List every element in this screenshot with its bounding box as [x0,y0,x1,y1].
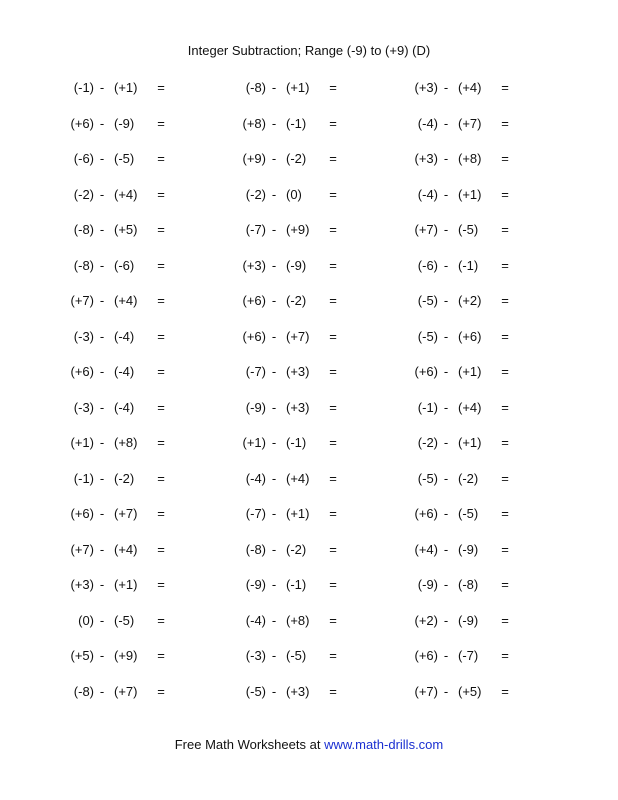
minus-sign: - [99,222,105,237]
equals-sign: = [329,257,337,273]
minuend: (+7) [414,222,438,237]
problem-c1-r13 [58,506,178,522]
problem-c1-r18 [58,684,178,700]
minus-sign: - [99,151,105,166]
equals-sign: = [329,364,337,379]
minuend: (-7) [245,222,266,237]
subtrahend: (+1) [458,435,482,450]
minus-sign: - [443,257,449,273]
problem-c3-r14 [402,542,522,558]
subtrahend: (+5) [114,222,138,237]
equals-sign: = [329,577,337,592]
minus-sign: - [99,293,105,308]
minus-sign: - [99,186,105,202]
problem-c2-r17 [230,648,350,664]
equals-sign: = [329,328,337,344]
footer-link[interactable]: www.math-drills.com [324,737,444,752]
equals-sign: = [329,151,337,166]
worksheet-title: Integer Subtraction; Range (-9) to (+9) (D) [187,43,431,58]
problem-c1-r4 [58,187,178,203]
equals-sign: = [329,293,337,308]
problem-c2-r5 [230,222,350,238]
minus-sign: - [443,115,449,131]
minuend: (+8) [242,115,266,131]
minus-sign: - [271,648,277,663]
minuend: (+1) [70,435,94,450]
subtrahend: (-8) [458,577,479,592]
equals-sign: = [157,222,165,237]
minus-sign: - [443,683,449,699]
equals-sign: = [501,683,509,699]
problem-c2-r13 [230,506,350,522]
subtrahend: (-6) [114,257,135,273]
minus-sign: - [99,257,105,273]
minuend: (+1) [242,435,266,450]
subtrahend: (-2) [286,541,307,557]
problem-c2-r9 [230,364,350,380]
minus-sign: - [271,328,277,344]
subtrahend: (+7) [114,506,138,521]
subtrahend: (-4) [114,364,135,379]
minus-sign: - [443,364,449,379]
equals-sign: = [501,293,509,308]
equals-sign: = [157,506,165,521]
minuend: (+6) [70,115,94,131]
minus-sign: - [99,364,105,379]
minus-sign: - [443,612,449,628]
minus-sign: - [99,399,105,415]
minuend: (+7) [70,541,94,557]
minuend: (-8) [73,257,94,273]
problem-c3-r18 [402,684,522,700]
minus-sign: - [99,541,105,557]
minuend: (+6) [242,328,266,344]
subtrahend: (-2) [114,470,135,486]
equals-sign: = [329,115,337,131]
problem-c2-r3 [230,151,350,167]
equals-sign: = [329,399,337,415]
minuend: (+3) [70,577,94,592]
minus-sign: - [271,399,277,415]
equals-sign: = [157,541,165,557]
minus-sign: - [443,470,449,486]
subtrahend: (+8) [458,151,482,166]
minus-sign: - [443,186,449,202]
minus-sign: - [99,80,105,95]
minus-sign: - [99,328,105,344]
subtrahend: (-4) [114,399,135,415]
subtrahend: (-9) [114,115,135,131]
subtrahend: (+1) [286,80,310,95]
minus-sign: - [271,80,277,95]
minus-sign: - [99,648,105,663]
subtrahend: (-1) [286,577,307,592]
equals-sign: = [501,541,509,557]
equals-sign: = [329,506,337,521]
equals-sign: = [501,222,509,237]
problem-c2-r12 [230,471,350,487]
minuend: (+5) [70,648,94,663]
equals-sign: = [329,435,337,450]
subtrahend: (-5) [114,151,135,166]
minus-sign: - [443,541,449,557]
subtrahend: (+3) [286,683,310,699]
minuend: (+9) [242,151,266,166]
problem-c1-r10 [58,400,178,416]
minuend: (-9) [417,577,438,592]
equals-sign: = [157,648,165,663]
problem-c1-r2 [58,116,178,132]
subtrahend: (+4) [114,186,138,202]
subtrahend: (-1) [458,257,479,273]
problem-c3-r8 [402,329,522,345]
problem-c2-r7 [230,293,350,309]
problem-c2-r18 [230,684,350,700]
minuend: (-9) [245,399,266,415]
equals-sign: = [329,648,337,663]
problem-c3-r4 [402,187,522,203]
minus-sign: - [443,80,449,95]
footer [0,737,618,752]
subtrahend: (+7) [458,115,482,131]
minuend: (0) [78,612,94,628]
minuend: (+7) [414,683,438,699]
minuend: (-5) [245,683,266,699]
equals-sign: = [329,683,337,699]
minuend: (+6) [414,648,438,663]
minuend: (-8) [245,541,266,557]
minus-sign: - [271,541,277,557]
problem-c1-r15 [58,577,178,593]
minus-sign: - [99,577,105,592]
subtrahend: (+2) [458,293,482,308]
equals-sign: = [157,328,165,344]
problem-c3-r16 [402,613,522,629]
subtrahend: (-5) [458,506,479,521]
problem-c3-r6 [402,258,522,274]
minus-sign: - [271,612,277,628]
subtrahend: (+4) [458,399,482,415]
minuend: (+3) [414,80,438,95]
equals-sign: = [329,186,337,202]
minus-sign: - [271,364,277,379]
minus-sign: - [443,151,449,166]
problem-c3-r15 [402,577,522,593]
minus-sign: - [99,612,105,628]
minuend: (-7) [245,364,266,379]
minuend: (+3) [414,151,438,166]
minus-sign: - [443,648,449,663]
equals-sign: = [501,435,509,450]
minuend: (-5) [417,328,438,344]
problem-c3-r5 [402,222,522,238]
equals-sign: = [329,222,337,237]
problem-c3-r17 [402,648,522,664]
minuend: (-5) [417,293,438,308]
equals-sign: = [501,115,509,131]
equals-sign: = [501,470,509,486]
subtrahend: (+1) [458,186,482,202]
subtrahend: (-2) [286,293,307,308]
minus-sign: - [271,470,277,486]
minuend: (-8) [245,80,266,95]
equals-sign: = [157,399,165,415]
equals-sign: = [501,186,509,202]
equals-sign: = [501,80,509,95]
minus-sign: - [443,399,449,415]
subtrahend: (+4) [286,470,310,486]
problem-c3-r1 [402,80,522,96]
equals-sign: = [157,612,165,628]
minus-sign: - [443,435,449,450]
minus-sign: - [99,506,105,521]
equals-sign: = [157,80,165,95]
minuend: (+6) [414,506,438,521]
subtrahend: (+9) [114,648,138,663]
equals-sign: = [501,257,509,273]
minus-sign: - [99,470,105,486]
minuend: (-1) [417,399,438,415]
minuend: (+6) [414,364,438,379]
subtrahend: (-5) [458,222,479,237]
equals-sign: = [329,612,337,628]
subtrahend: (+1) [286,506,310,521]
minus-sign: - [271,577,277,592]
equals-sign: = [501,151,509,166]
minus-sign: - [271,293,277,308]
problem-c1-r3 [58,151,178,167]
subtrahend: (+6) [458,328,482,344]
minuend: (+6) [70,364,94,379]
subtrahend: (-2) [458,470,479,486]
minus-sign: - [271,683,277,699]
problem-c3-r10 [402,400,522,416]
subtrahend: (+4) [458,80,482,95]
minuend: (-5) [417,470,438,486]
problem-c2-r1 [230,80,350,96]
subtrahend: (0) [286,186,302,202]
minuend: (-1) [73,80,94,95]
problem-c1-r7 [58,293,178,309]
equals-sign: = [157,186,165,202]
problem-c1-r14 [58,542,178,558]
subtrahend: (-5) [114,612,135,628]
minuend: (+7) [70,293,94,308]
equals-sign: = [157,435,165,450]
minus-sign: - [271,115,277,131]
subtrahend: (+5) [458,683,482,699]
minus-sign: - [271,151,277,166]
equals-sign: = [501,612,509,628]
minuend: (-2) [417,435,438,450]
problem-c1-r12 [58,471,178,487]
subtrahend: (-9) [458,541,479,557]
minus-sign: - [443,293,449,308]
minuend: (-6) [73,151,94,166]
problem-c2-r14 [230,542,350,558]
problem-c1-r17 [58,648,178,664]
minus-sign: - [443,577,449,592]
minuend: (-8) [73,222,94,237]
minus-sign: - [443,506,449,521]
minuend: (-3) [73,399,94,415]
problem-c2-r4 [230,187,350,203]
equals-sign: = [329,470,337,486]
subtrahend: (-4) [114,328,135,344]
subtrahend: (+7) [286,328,310,344]
problem-c2-r10 [230,400,350,416]
equals-sign: = [157,577,165,592]
problem-c3-r2 [402,116,522,132]
subtrahend: (-5) [286,648,307,663]
minus-sign: - [443,328,449,344]
equals-sign: = [501,364,509,379]
minuend: (+6) [242,293,266,308]
problem-c2-r8 [230,329,350,345]
minus-sign: - [99,115,105,131]
problem-c2-r11 [230,435,350,451]
subtrahend: (+1) [114,577,138,592]
problem-c2-r2 [230,116,350,132]
equals-sign: = [157,683,165,699]
problem-c1-r9 [58,364,178,380]
subtrahend: (+8) [114,435,138,450]
equals-sign: = [501,328,509,344]
subtrahend: (-9) [458,612,479,628]
equals-sign: = [329,80,337,95]
minuend: (-1) [73,470,94,486]
minuend: (-8) [73,683,94,699]
equals-sign: = [501,648,509,663]
subtrahend: (-2) [286,151,307,166]
problem-c1-r6 [58,258,178,274]
minus-sign: - [271,186,277,202]
subtrahend: (+1) [114,80,138,95]
minuend: (-3) [73,328,94,344]
problem-c2-r15 [230,577,350,593]
minuend: (-2) [73,186,94,202]
subtrahend: (-9) [286,257,307,273]
subtrahend: (+4) [114,541,138,557]
subtrahend: (-1) [286,435,307,450]
minuend: (-6) [417,257,438,273]
problem-c1-r11 [58,435,178,451]
subtrahend: (-7) [458,648,479,663]
problem-c3-r12 [402,471,522,487]
subtrahend: (+9) [286,222,310,237]
problem-c2-r16 [230,613,350,629]
equals-sign: = [157,151,165,166]
equals-sign: = [501,506,509,521]
minus-sign: - [99,435,105,450]
equals-sign: = [157,364,165,379]
problem-c1-r16 [58,613,178,629]
minuend: (-4) [245,470,266,486]
minus-sign: - [271,222,277,237]
subtrahend: (+8) [286,612,310,628]
minuend: (-9) [245,577,266,592]
problem-c1-r1 [58,80,178,96]
footer-text: Free Math Worksheets at [174,737,325,752]
minus-sign: - [99,683,105,699]
minuend: (-4) [417,186,438,202]
problem-c3-r11 [402,435,522,451]
equals-sign: = [501,577,509,592]
subtrahend: (+1) [458,364,482,379]
minuend: (-3) [245,648,266,663]
minuend: (+4) [414,541,438,557]
minuend: (-4) [417,115,438,131]
equals-sign: = [157,293,165,308]
problem-c3-r9 [402,364,522,380]
subtrahend: (+7) [114,683,138,699]
minuend: (+3) [242,257,266,273]
minus-sign: - [271,257,277,273]
minus-sign: - [271,435,277,450]
subtrahend: (-1) [286,115,307,131]
problem-c3-r3 [402,151,522,167]
problem-c3-r13 [402,506,522,522]
minuend: (-7) [245,506,266,521]
equals-sign: = [157,115,165,131]
problem-c1-r8 [58,329,178,345]
problem-c3-r7 [402,293,522,309]
minus-sign: - [443,222,449,237]
problem-c2-r6 [230,258,350,274]
equals-sign: = [157,257,165,273]
minuend: (+6) [70,506,94,521]
minuend: (-4) [245,612,266,628]
minus-sign: - [271,506,277,521]
minuend: (+2) [414,612,438,628]
subtrahend: (+3) [286,364,310,379]
equals-sign: = [157,470,165,486]
subtrahend: (+3) [286,399,310,415]
equals-sign: = [501,399,509,415]
minuend: (-2) [245,186,266,202]
subtrahend: (+4) [114,293,138,308]
equals-sign: = [329,541,337,557]
problem-c1-r5 [58,222,178,238]
